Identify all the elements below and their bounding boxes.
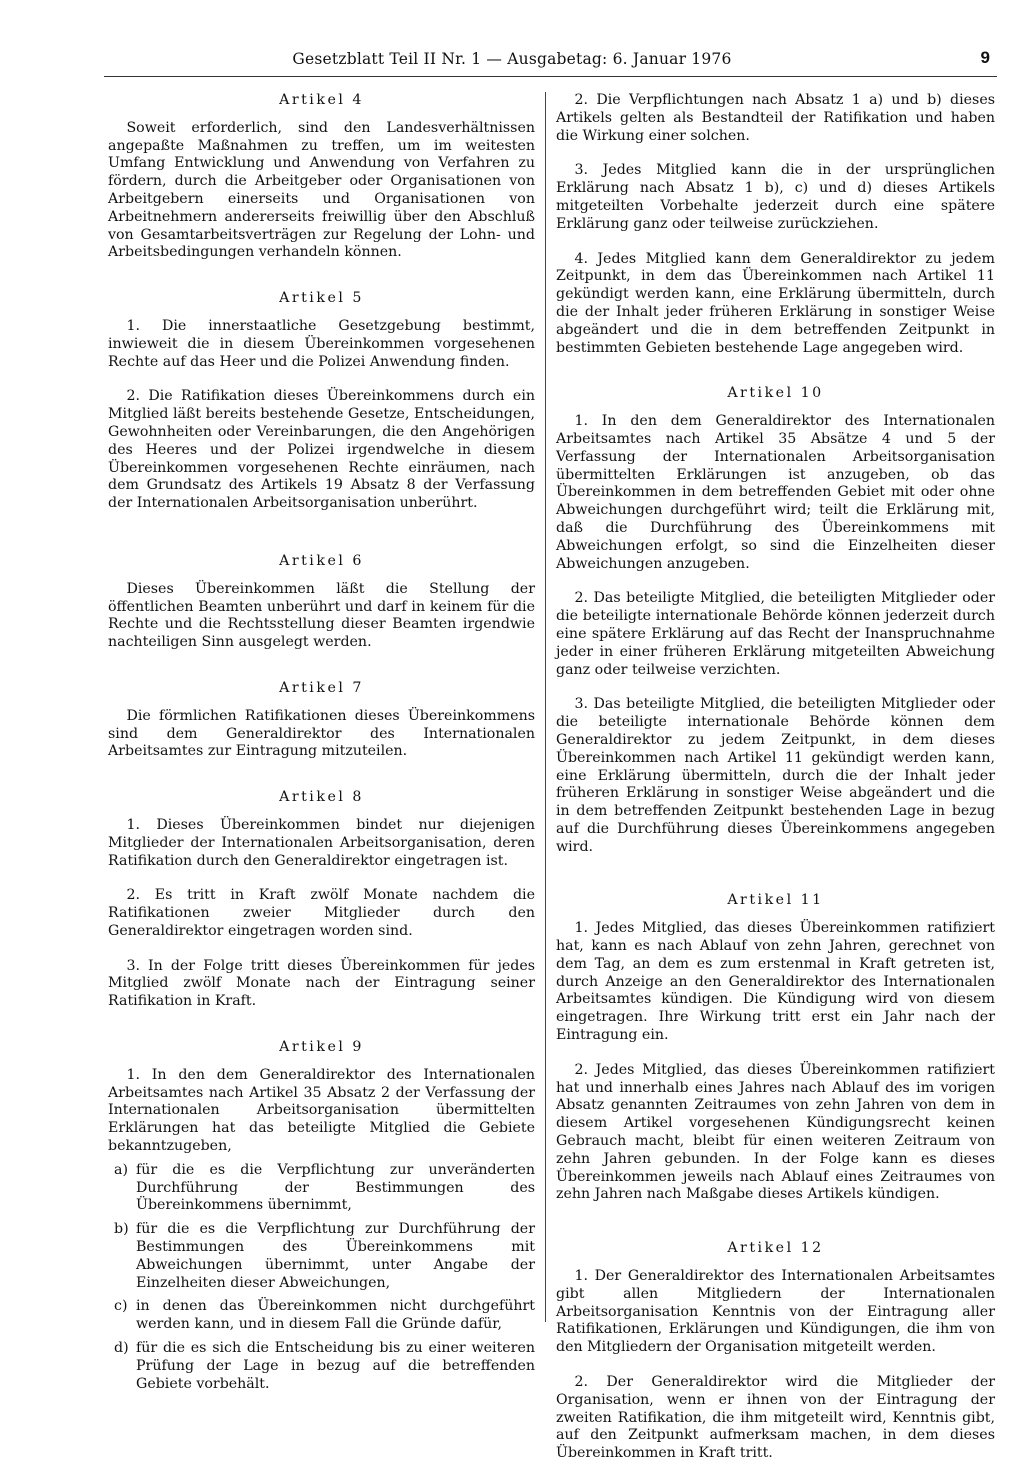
article-11-heading: Artikel 11 [727, 892, 824, 909]
right-column [556, 92, 995, 1463]
article-5-para-2: 2. Die Ratifikation dieses Übereinkommens durch ein Mitglied läßt bereits bestehende Gesetze, Entscheidungen, Gewohnheiten oder Vereinbarungen, die den Angehörigen des Heeres und der Polizei irgendwelche in diesem Übereinkommen vorgesehenen Rechte einräumen, nach dem Grundsatz des Artikels 19 Absatz 8 der Verfassung der Internationalen Arbeitsorganisation unberührt. [108, 388, 535, 512]
article-10-para-2: 2. Das beteiligte Mitglied, die beteiligten Mitglieder oder die beteiligte internationale Behörde können jederzeit durch eine spätere Erklärung auf das Recht der Inanspruchnahme jeder in einer früheren Erklärung mitgeteilten Abweichung ganz oder teilweise verzichten. [556, 590, 995, 678]
list-item-text: für die es die Verpflichtung zur Durchführung der Bestimmungen des Übereinkommens mit Abweichungen übernimmt, unter Angabe der Einzelheiten dieser Abweichungen, [136, 1221, 535, 1291]
list-item-text: in denen das Übereinkommen nicht durchgeführt werden kann, und in diesem Fall die Gründe dafür, [136, 1298, 535, 1333]
list-marker: d) [114, 1340, 129, 1357]
article-8-para-3: 3. In der Folge tritt dieses Übereinkommen für jedes Mitglied zwölf Monate nach der Eintragung seiner Ratifikation in Kraft. [108, 957, 535, 1010]
list-item [108, 1340, 535, 1393]
header-title: Gesetzblatt Teil II Nr. 1 — Ausgabetag: 6. Januar 1976 [292, 50, 732, 68]
list-marker: a) [114, 1161, 128, 1178]
page-number: 9 [980, 48, 990, 67]
article-5-heading: Artikel 5 [279, 290, 364, 307]
article-4-text: Soweit erforderlich, sind den Landesverhältnissen angepaßte Maßnahmen zu treffen, um im weitesten Umfang Entwicklung und Anwendung von Verfahren zu fördern, durch die Arbeitgeber oder Organisationen von Arbeitgebern einerseits und Organisationen von Arbeitnehmern andererseits freiwillig über den Abschluß von Gesamtarbeitsverträgen zur Regelung der Lohn- und Arbeitsbedingungen verhandeln können. [108, 119, 535, 261]
article-10-heading: Artikel 10 [727, 385, 824, 402]
list-item [108, 1162, 535, 1215]
article-9-item-list [108, 1162, 535, 1394]
list-marker: c) [114, 1298, 128, 1315]
article-10-para-1: 1. In den dem Generaldirektor des Internationalen Arbeitsamtes nach Artikel 35 Absätze 4 und 5 der Verfassung der Internationalen Arbeitsorganisation übermittelten Erklärungen ist anzugeben, ob das Übereinkommen in dem betreffenden Gebiet mit oder ohne Abweichungen durchgeführt wird; teilt die Erklärung mit, daß die Durchführung des Übereinkommens mit Abweichungen erfolgt, so sind die Einzelheiten dieser Abweichungen anzugeben. [556, 413, 995, 572]
article-8-heading: Artikel 8 [279, 789, 364, 806]
article-5-para-1: 1. Die innerstaatliche Gesetzgebung bestimmt, inwieweit die in diesem Übereinkommen vorgesehenen Rechte auf das Heer und die Polizei Anwendung finden. [108, 317, 535, 370]
list-item-text: für die es die Verpflichtung zur unveränderten Durchführung der Bestimmungen des Übereinkommens übernimmt, [136, 1161, 535, 1214]
article-9-heading: Artikel 9 [279, 1039, 364, 1056]
article-6-text: Dieses Übereinkommen läßt die Stellung der öffentlichen Beamten unberührt und darf in keinem für die Rechte und die Rechtsstellung dieser Beamten irgendwie nachteiligen Sinn ausgelegt werden. [108, 580, 535, 651]
article-4-heading: Artikel 4 [279, 92, 364, 108]
article-7-heading: Artikel 7 [279, 679, 364, 696]
list-marker: b) [114, 1221, 129, 1238]
article-10-para-3: 3. Das beteiligte Mitglied, die beteiligten Mitglieder oder die beteiligte internationale Behörde können dem Generaldirektor zu jedem Zeitpunkt, in dem dieses Übereinkommen nach Artikel 11 gekündigt werden kann, eine Erklärung übermitteln, durch die der Inhalt jeder früheren Erklärung in sonstiger Weise abgeändert und die in dem betreffenden Zeitpunkt bestehenden Lage in bezug auf die Durchführung dieses Übereinkommens angegeben wird. [556, 696, 995, 855]
article-11-para-2: 2. Jedes Mitglied, das dieses Übereinkommen ratifiziert hat und innerhalb eines Jahres nach Ablauf des im vorigen Absatz genannten Zeitraumes von zehn Jahren von dem in diesem Artikel vorgesehenen Kündigungsrecht keinen Gebrauch macht, bleibt für einen weiteren Zeitraum von zehn Jahren gebunden. In der Folge kann es dieses Übereinkommen jeweils nach Ablauf eines Zeitraumes von zehn Jahren nach Maßgabe dieses Artikels kündigen. [556, 1061, 995, 1203]
article-9-para-1: 1. In den dem Generaldirektor des Internationalen Arbeitsamtes nach Artikel 35 Absatz 2 der Verfassung der Internationalen Arbeitsorganisation übermittelten Erklärungen hat das beteiligte Mitglied die Gebiete bekanntzugeben, [108, 1066, 535, 1155]
article-9-para-2: 2. Die Verpflichtungen nach Absatz 1 a) und b) dieses Artikels gelten als Bestandteil der Ratifikation und haben die Wirkung einer solchen. [556, 92, 995, 144]
article-9-para-3: 3. Jedes Mitglied kann die in der ursprünglichen Erklärung nach Absatz 1 b), c) und d) dieses Artikels mitgeteilten Vorbehalte jederzeit durch eine spätere Erklärung ganz oder teilweise zurückziehen. [556, 162, 995, 232]
header-rule [104, 76, 997, 77]
article-8-para-2: 2. Es tritt in Kraft zwölf Monate nachdem die Ratifikationen zweier Mitglieder durch den Generaldirektor eingetragen worden sind. [108, 887, 535, 939]
article-8-para-1: 1. Dieses Übereinkommen bindet nur diejenigen Mitglieder der Internationalen Arbeitsorganisation, deren Ratifikation durch den Generaldirektor eingetragen ist. [108, 816, 535, 869]
article-12-heading: Artikel 12 [727, 1240, 824, 1257]
list-item [108, 1298, 535, 1334]
article-12-para-1: 1. Der Generaldirektor des Internationalen Arbeitsamtes gibt allen Mitgliedern der Internationalen Arbeitsorganisation Kenntnis von der Eintragung aller Ratifikationen, Erklärungen und Kündigungen, die ihm von den Mitgliedern der Organisation mitgeteilt werden. [556, 1268, 995, 1356]
left-column [108, 92, 535, 1393]
list-item [108, 1221, 535, 1292]
list-item-text: für die es sich die Entscheidung bis zu einer weiteren Prüfung der Lage in bezug auf die betreffenden Gebiete vorbehält. [136, 1340, 535, 1392]
article-12-para-2: 2. Der Generaldirektor wird die Mitglieder der Organisation, wenn er ihnen von der Eintragung der zweiten Ratifikation, die ihm mitgeteilt wird, Kenntnis gibt, auf den Zeitpunkt aufmerksam machen, in dem dieses Übereinkommen in Kraft tritt. [556, 1374, 995, 1462]
column-divider [545, 92, 546, 1322]
article-9-para-4: 4. Jedes Mitglied kann dem Generaldirektor zu jedem Zeitpunkt, in dem das Übereinkommen nach Artikel 11 gekündigt werden kann, eine Erklärung übermitteln, durch die der Inhalt jeder früheren Erklärung in sonstiger Weise abgeändert und die in dem betreffenden Zeitpunkt in bestimmten Gebieten bestehende Lage angegeben wird. [556, 250, 995, 356]
article-6-heading: Artikel 6 [279, 552, 364, 569]
article-11-para-1: 1. Jedes Mitglied, das dieses Übereinkommen ratifiziert hat, kann es nach Ablauf von zehn Jahren, gerechnet von dem Tag, an dem es zum erstenmal in Kraft getreten ist, durch Anzeige an den Generaldirektor des Internationalen Arbeitsamtes kündigen. Die Kündigung wird von diesem eingetragen. Ihre Wirkung tritt erst ein Jahr nach der Eintragung ein. [556, 920, 995, 1044]
article-7-text: Die förmlichen Ratifikationen dieses Übereinkommens sind dem Generaldirektor des Internationalen Arbeitsamtes zur Eintragung mitzuteilen. [108, 707, 535, 760]
page-header [0, 46, 1024, 74]
